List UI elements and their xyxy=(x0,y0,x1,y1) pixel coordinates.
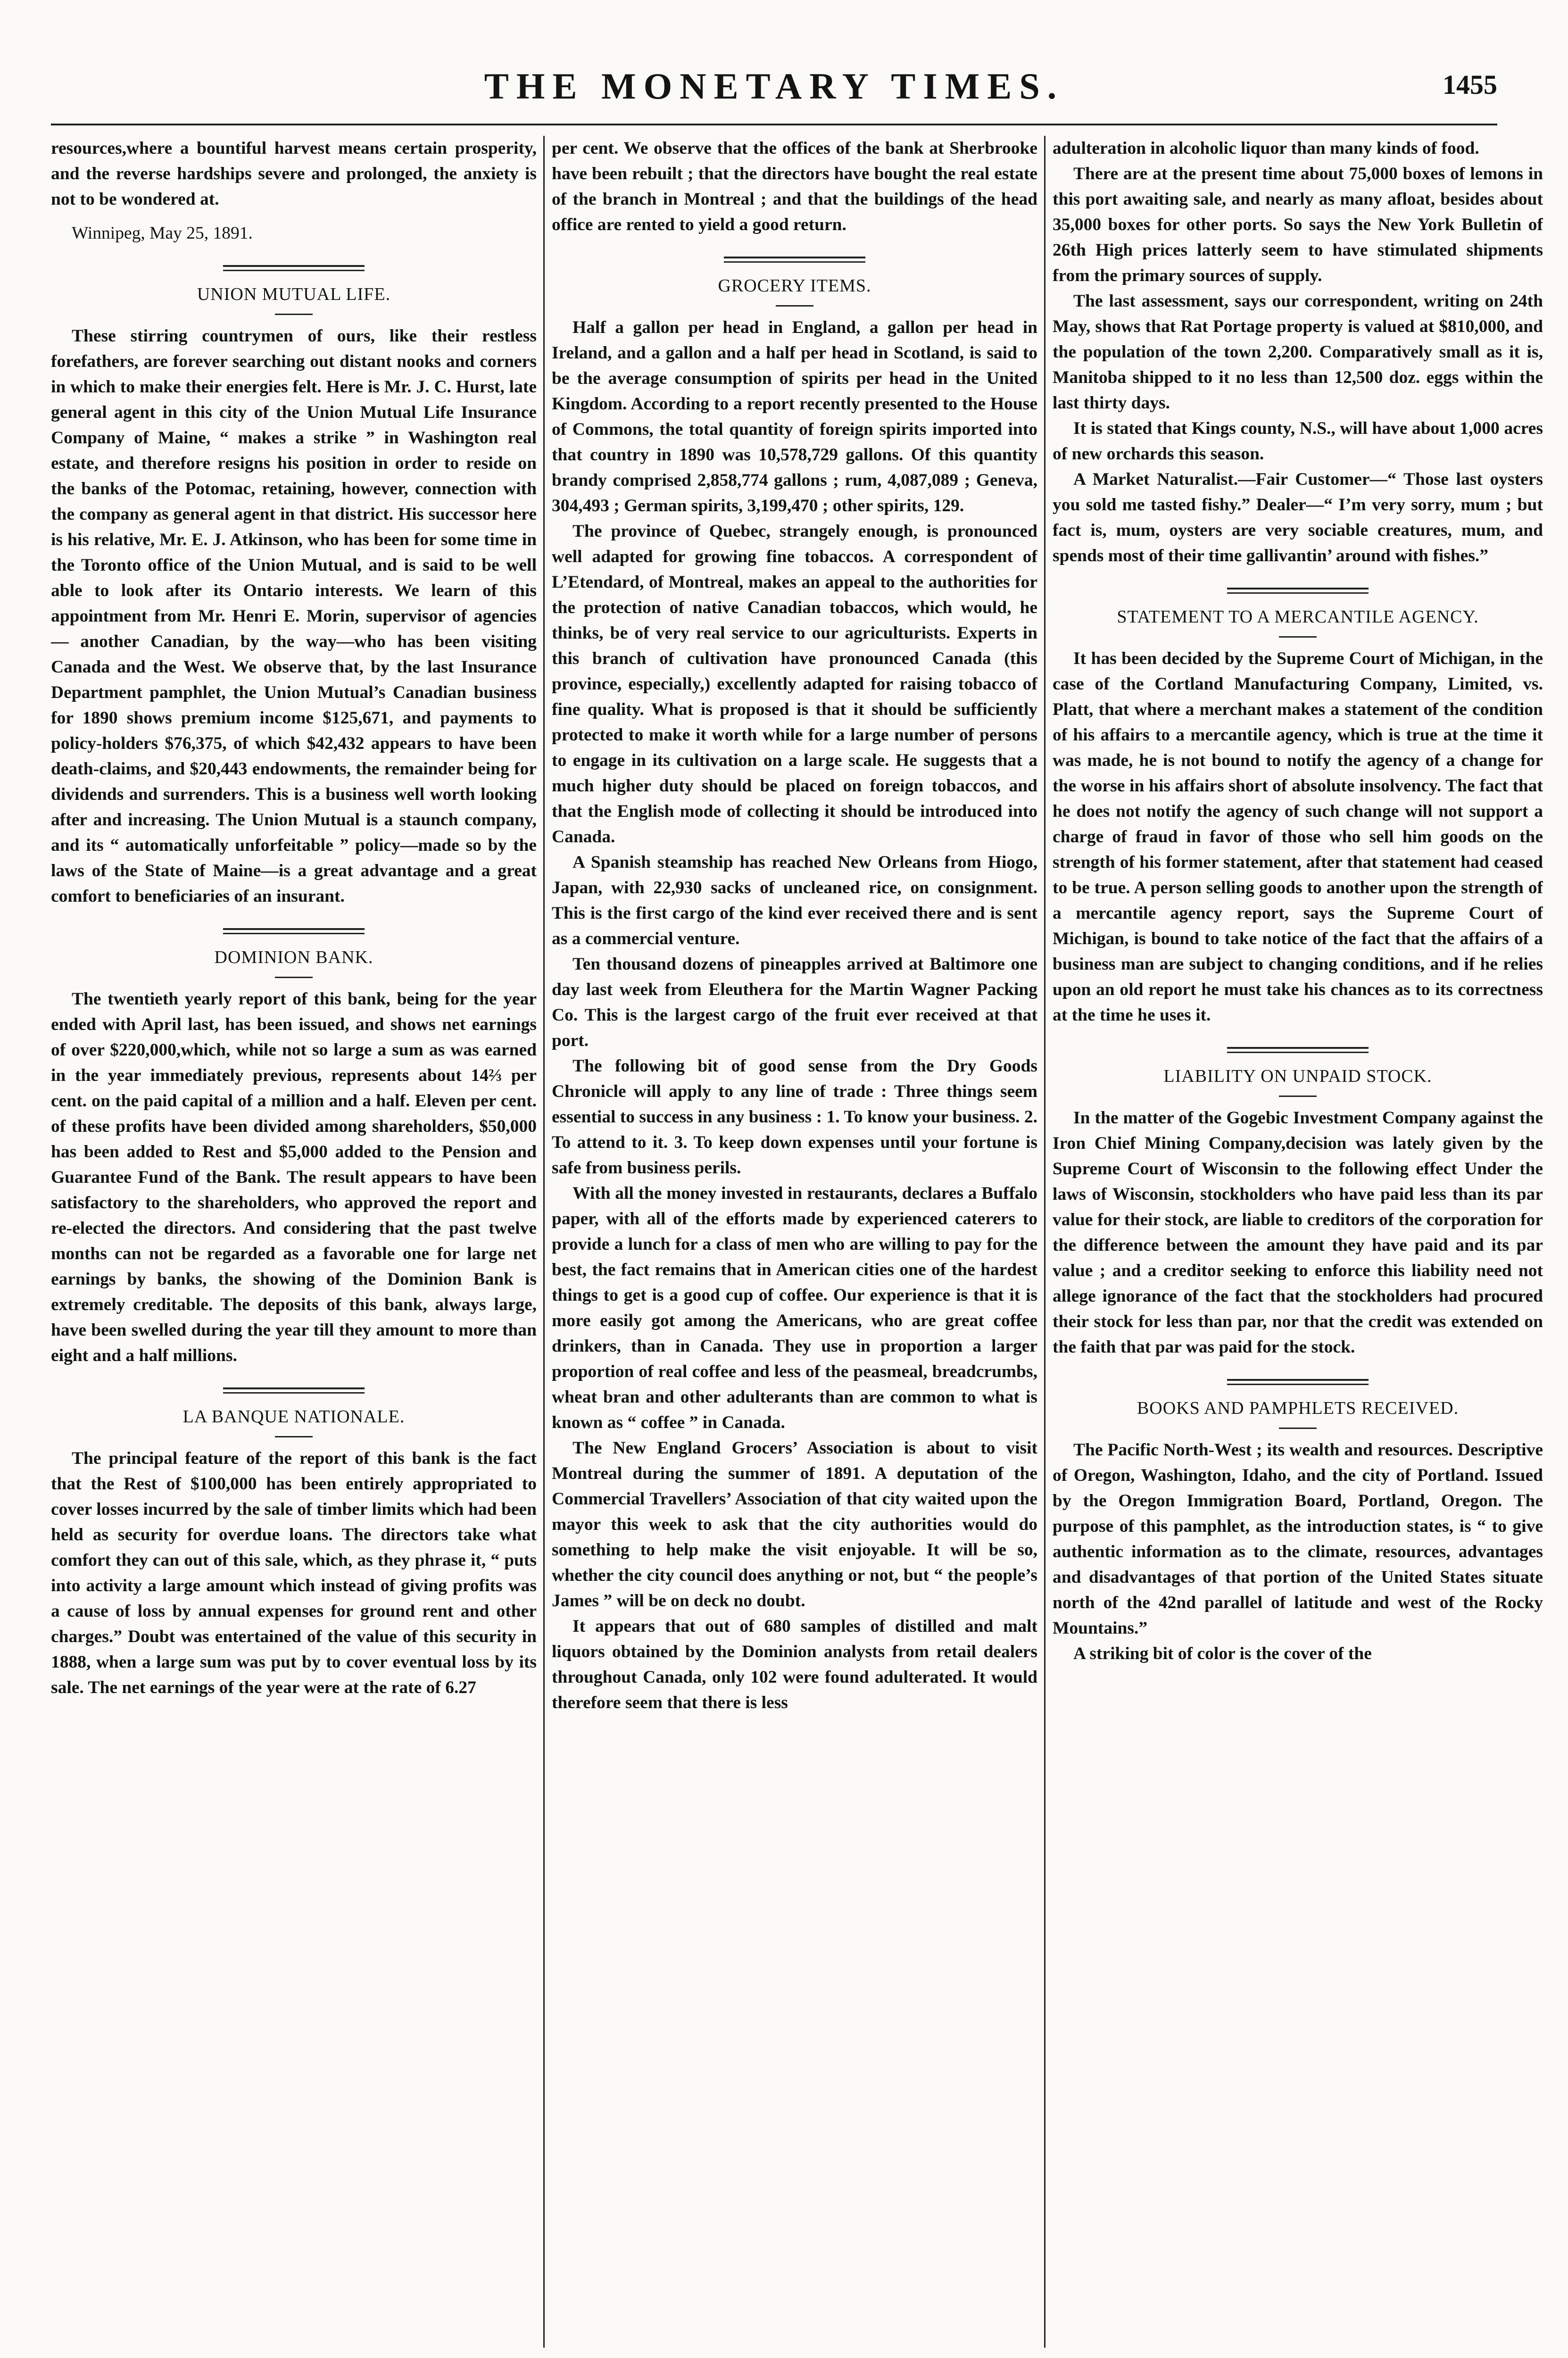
heading-rule xyxy=(1279,636,1317,638)
publication-title: THE MONETARY TIMES. xyxy=(484,66,1064,107)
heading-rule xyxy=(275,314,313,315)
grocery-item: Half a gallon per head in England, a gallon per head in Ireland, and a gallon and a half per head in Scotland, is said to be the average consumption of spirits per head in the United Kingdom. According to a report recently presented to the House of Commons, the total quantity of foreign spirits imported into that country in 1890 was 10,578,729 gallons. Of this quantity brandy comprised 2,858,774 gallons ; rum, 4,087,089 ; Geneva, 304,493 ; German spirits, 3,199,470 ; other spirits, 129. xyxy=(552,318,1037,515)
grocery-item: It appears that out of 680 samples of distilled and malt liquors obtained by the Dominion analysts from retail dealers throughout Canada, only 102 were found adulterated. It would therefore seem that there is less xyxy=(552,1617,1037,1712)
news-item: A Market Naturalist.—Fair Customer—“ Those last oysters you sold me tasted fishy.” Dealer—“ I’m very sorry, mum ; but fact is, mum, oysters are very sociable creatures, mum, and spends most of their time gallivantin’ around with fishes.” xyxy=(1053,470,1543,565)
heading-rule xyxy=(776,305,813,307)
section-divider xyxy=(724,257,865,263)
banque-nationale-text: The principal feature of the report of this bank is the fact that the Rest of $100,000 has been entirely appropriated to cover losses incurred by the sale of timber limits which had been held as security for overdue loans. The directors take what comfort they can out of this sale, which, as they phrase it, “ puts into activity a large amount which instead of giving profits was a cause of loss by annual expenses for ground rent and other charges.” Doubt was entertained of the value of this security in 1888, when a large sum was put by to cover eventual loss by its sale. The net earnings of the year were at the rate of 6.27 xyxy=(51,1449,537,1697)
union-mutual-heading: UNION MUTUAL LIFE. xyxy=(197,284,391,304)
grocery-items-heading: GROCERY ITEMS. xyxy=(718,276,871,296)
news-item: The last assessment, says our correspondent, writing on 24th May, shows that Rat Portage property is valued at $810,000, and the population of the town 2,200. Comparatively small as it is, Manitoba shipped to it no less than 12,500 doz. eggs within the last thirty days. xyxy=(1053,291,1543,413)
heading-rule xyxy=(275,977,313,978)
grocery-item: A Spanish steamship has reached New Orleans from Hiogo, Japan, with 22,930 sacks of uncleaned rice, on consignment. This is the first cargo of the kind ever received there and is sent as a commercial venture. xyxy=(552,853,1037,948)
books-text: The Pacific North-West ; its wealth and resources. Descriptive of Oregon, Washington, Idaho, and the city of Portland. Issued by the Oregon Immigration Board, Portland, Oregon. The purpose of this pamphlet, as the introduction states, is “ to give authentic information as to the climate, resources, advantages and disadvantages of that portion of the United States situate north of the 42nd parallel of latitude and west of the Rocky Mountains.” xyxy=(1053,1440,1543,1638)
section-divider xyxy=(1227,1047,1369,1053)
banque-nationale-heading: LA BANQUE NATIONALE. xyxy=(183,1407,405,1427)
section-divider xyxy=(223,265,365,271)
dominion-bank-heading: DOMINION BANK. xyxy=(214,947,373,967)
column-3 xyxy=(1053,136,1543,2352)
statement-heading: STATEMENT TO A MERCANTILE AGENCY. xyxy=(1117,607,1479,627)
heading-rule xyxy=(275,1436,313,1437)
heading-rule xyxy=(1279,1096,1317,1097)
article-continuation: resources,where a bountiful harvest means certain prosperity, and the reverse hardships severe and prolonged, the anxiety is not to be wondered at. xyxy=(51,139,537,209)
column-divider xyxy=(543,136,545,2348)
liability-heading: LIABILITY ON UNPAID STOCK. xyxy=(1163,1066,1432,1086)
masthead xyxy=(51,65,1497,117)
books-text: A striking bit of color is the cover of the xyxy=(1073,1644,1372,1663)
section-divider xyxy=(223,1387,365,1394)
union-mutual-text: These stirring countrymen of ours, like their restless forefathers, are forever searching out distant nooks and corners in which to make their energies felt. Here is Mr. J. C. Hurst, late general agent in this city of the Union Mutual Life Insurance Company of Maine, “ makes a strike ” in Washington real estate, and therefore resigns his position in order to reside on the banks of the Potomac, retaining, however, connection with the company as general agent in that district. His successor here is his relative, Mr. E. J. Atkinson, who has been for some time in the Toronto office of the Union Mutual, and is said to be well able to look after its Ontario interests. We learn of this appointment from Mr. Henri E. Morin, supervisor of agencies — another Canadian, by the way—who has been visiting Canada and the West. We observe that, by the last Insurance Department pamphlet, the Union Mutual’s Canadian business for 1890 shows premium income $125,671, and payments to policy-holders $76,375, of which $42,432 appears to have been death-claims, and $20,443 endowments, the remainder being for dividends and surrenders. This is a business well worth looking after and increasing. The Union Mutual is a staunch company, and its “ automatically unforfeitable ” policy—made so by the laws of the State of Maine—is a great advantage and a great comfort to beneficiaries of an insurant. xyxy=(51,326,537,906)
column-divider xyxy=(1044,136,1045,2348)
news-item: There are at the present time about 75,000 boxes of lemons in this port awaiting sale, and nearly as many afloat, besides about 35,000 boxes for other ports. So says the New York Bulletin of 26th High prices latterly seem to have stimulated shipments from the primary sources of supply. xyxy=(1053,164,1543,285)
grocery-item: The following bit of good sense from the Dry Goods Chronicle will apply to any line of trade : Three things seem essential to success in any business : 1. To know your business. 2. To attend to it. 3. To keep down expenses until your fortune is safe from business perils. xyxy=(552,1056,1037,1178)
section-divider xyxy=(1227,588,1369,594)
section-divider xyxy=(1227,1379,1369,1385)
statement-text: It has been decided by the Supreme Court of Michigan, in the case of the Cortland Manufacturing Company, Limited, vs. Platt, that where a merchant makes a statement of the condition of his affairs to a mercantile agency, which is true at the time it was made, he is not bound to notify the agency of a change for the worse in his affairs short of absolute insolvency. The fact that he does not notify the agency of such change will not support a charge of fraud in favor of those who sell him goods on the strength of his former statement, after that statement had ceased to be true. A person selling goods to another upon the strength of a mercantile agency report, says the Supreme Court of Michigan, is bound to take notice of the fact that the affairs of a business man are subject to changing conditions, and if he relies upon an old report he must take his chances as to its correctness at the time he uses it. xyxy=(1053,649,1543,1025)
grocery-item: With all the money invested in restaurants, declares a Buffalo paper, with all of the efforts made by experienced caterers to provide a lunch for a class of men who are willing to pay for the best, the fact remains that in American cities one of the hardest things to get is a good cup of coffee. Our experience is that it is more easily got among the Americans, who are great coffee drinkers, than in Canada. They use in proportion a larger proportion of real coffee and less of the peasmeal, breadcrumbs, wheat bran and other adulterants than are common to what is known as “ coffee ” in Canada. xyxy=(552,1184,1037,1432)
heading-rule xyxy=(1279,1428,1317,1429)
grocery-item: Ten thousand dozens of pineapples arrived at Baltimore one day last week from Eleuthera for the Martin Wagner Packing Co. This is the largest cargo of the fruit ever received at that port. xyxy=(552,955,1037,1050)
article-continuation: per cent. We observe that the offices of the bank at Sherbrooke have been rebuilt ; that the directors have bought the real estate of the branch in Montreal ; and that the buildings of the head office are rented to yield a good return. xyxy=(552,139,1037,234)
news-item: It is stated that Kings county, N.S., will have about 1,000 acres of new orchards this season. xyxy=(1053,419,1543,464)
liability-text: In the matter of the Gogebic Investment Company against the Iron Chief Mining Company,decision was lately given by the Supreme Court of Wisconsin to the following effect Under the laws of Wisconsin, stockholders who have paid less than its par value for their stock, are liable to creditors of the corporation for the difference between the amount they have paid and its par value ; and a creditor seeking to enforce this liability need not allege ignorance of the fact that the stockholders had procured their stock for less than par, nor that the credit was extended on the faith that par was paid for the stock. xyxy=(1053,1108,1543,1357)
column-2 xyxy=(552,136,1037,2352)
dominion-bank-text: The twentieth yearly report of this bank, being for the year ended with April last, has been issued, and shows net earnings of over $220,000,which, while not so large a sum as was earned in the year immediately previous, represents about 14⅔ per cent. on the paid capital of a million and a half. Eleven per cent. of these profits have been divided among shareholders, $50,000 has been added to Rest and $5,000 added to the Pension and Guarantee Fund of the Bank. The result appears to have been satisfactory to the shareholders, who approved the report and re-elected the directors. And considering that the past twelve months can not be regarded as a favorable one for large net earnings by banks, the showing of the Dominion Bank is extremely creditable. The deposits of this bank, always large, have been swelled during the year till they amount to more than eight and a half millions. xyxy=(51,989,537,1365)
dateline: Winnipeg, May 25, 1891. xyxy=(72,224,253,243)
books-heading: BOOKS AND PAMPHLETS RECEIVED. xyxy=(1137,1398,1459,1418)
column-1 xyxy=(51,136,537,2352)
grocery-item: The New England Grocers’ Association is about to visit Montreal during the summer of 1891. A deputation of the Commercial Travellers’ Association of that city waited upon the mayor this week to ask that the city authorities would do something to help make the visit enjoyable. It will be so, whether the city council does anything or not, but “ the people’s James ” will be on deck no doubt. xyxy=(552,1438,1037,1611)
page-number: 1455 xyxy=(1443,69,1497,100)
masthead-rule xyxy=(51,124,1497,125)
section-divider xyxy=(223,928,365,934)
article-continuation: adulteration in alcoholic liquor than many kinds of food. xyxy=(1053,139,1479,158)
grocery-item: The province of Quebec, strangely enough, is pronounced well adapted for growing fine tobaccos. A correspondent of L’Etendard, of Montreal, makes an appeal to the authorities for the protection of native Canadian tobaccos, which would, he thinks, be of very real service to our agriculturists. Experts in this branch of cultivation have pronounced Canada (this province, especially,) excellently adapted for raising tobacco of fine quality. What is proposed is that it should be sufficiently protected to make it worth while for a large number of persons to engage in its cultivation on a large scale. He suggests that a much higher duty should be placed on foreign tobaccos, and that the English mode of collecting it should be introduced into Canada. xyxy=(552,522,1037,847)
